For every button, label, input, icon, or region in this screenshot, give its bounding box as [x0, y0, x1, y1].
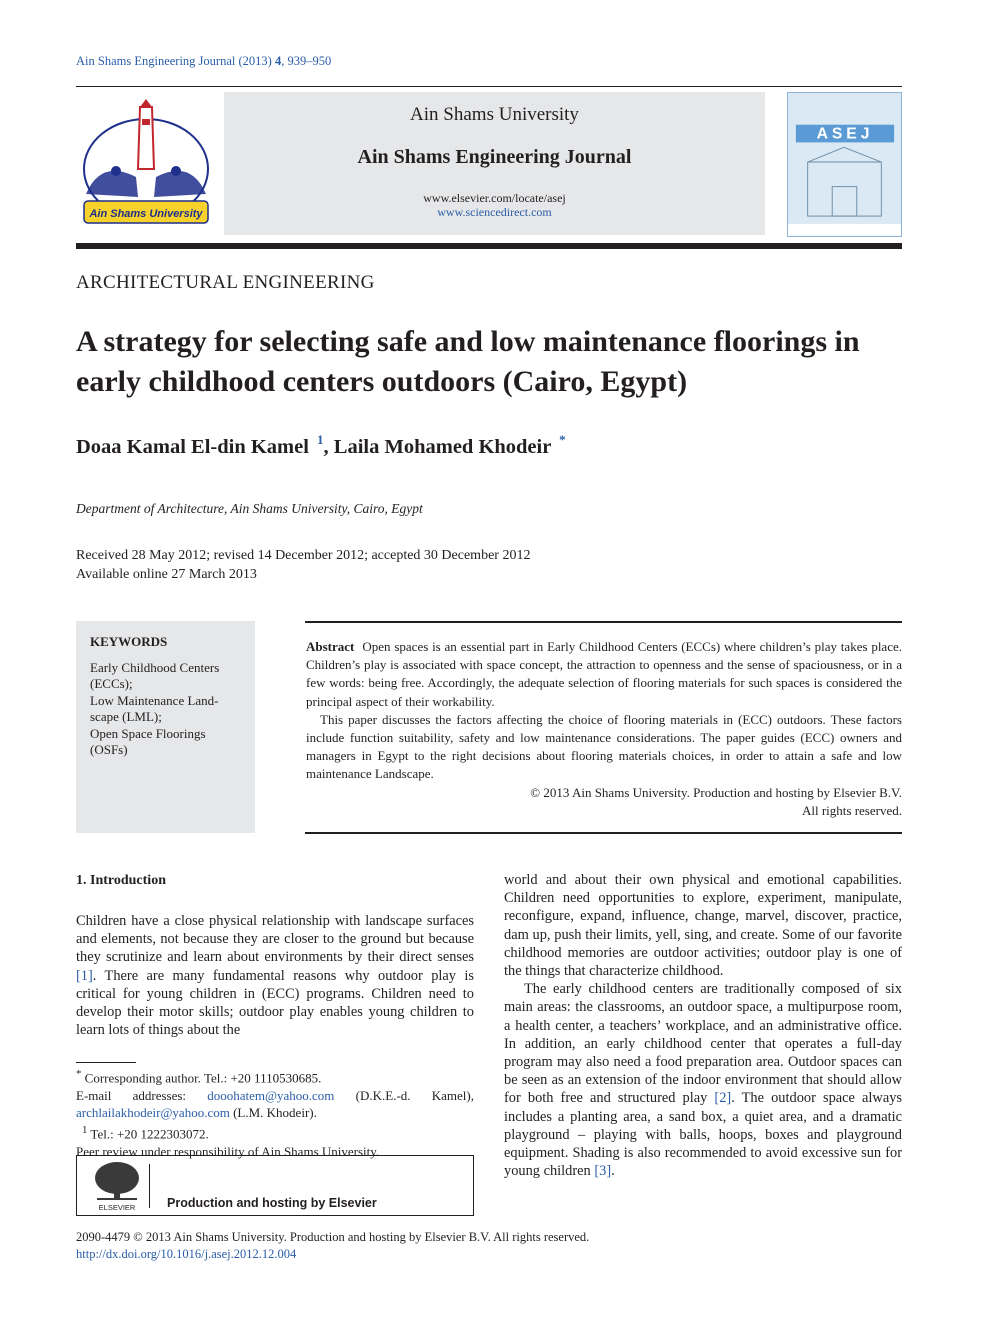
journal-homepage-link[interactable]: www.elsevier.com/locate/asej [423, 191, 566, 205]
telephone-note: $^1$ Tel.: +20 1222303072. [82, 1123, 209, 1142]
author-separator: , [323, 436, 329, 458]
section-label: ARCHITECTURAL ENGINEERING [76, 272, 375, 293]
journal-reference[interactable] [76, 54, 331, 69]
intro-paragraph-1: Children have a close physical relationship with landscape surfaces and elements, not because they are closer to the ground but because they scrutinize and learn about environments by their direct senses [1]. There are many fundamental reasons why outdoor play is critical for young children in (ECC) programs. Children need to develop their motor skills; outdoor play enables young children to learn lots of things about the [76, 913, 474, 1039]
doi-link[interactable]: http://dx.doi.org/10.1016/j.asej.2012.12.004 [76, 1247, 297, 1261]
elsevier-label: ELSEVIER [98, 1203, 136, 1212]
author-2-footnote-mark[interactable]: * [559, 432, 566, 447]
elsevier-box [76, 1155, 474, 1216]
author-list [76, 432, 566, 459]
sciencedirect-link[interactable]: www.sciencedirect.com [437, 205, 552, 219]
university-logo [76, 99, 216, 229]
journal-header [224, 92, 765, 235]
footnotes [76, 1066, 474, 1160]
article-dates [76, 546, 530, 584]
citation-link-1[interactable]: [1] [76, 967, 93, 984]
keyword-item: Early Childhood Centers (ECCs); [90, 659, 220, 691]
cover-title: ASEJ [816, 125, 874, 143]
author-1-footnote-mark[interactable]: 1 [317, 432, 324, 447]
logo-text: Ain Shams University [89, 208, 203, 220]
header-university: Ain Shams University [410, 104, 579, 125]
journal-cover-image [787, 92, 902, 237]
journal-name: Ain Shams Engineering Journal [76, 54, 236, 68]
intro-paragraph-2: world and about their own physical and emotional capabilities. Children need opportunities to explore, experiment, manipulate, reconfigure, expand, influence, change, marvel, discover, practice, dam up, push their limits, yell, sing, and create. Some of our favorite childhood memories are outdoor activities; outdoor play is one of the things that characterize childhood. [504, 872, 902, 980]
journal-volume: 4 [274, 54, 282, 68]
header-rule-top [76, 86, 902, 87]
article-title: A strategy for selecting safe and low maintenance floorings in early childhood centers outdoors (Cairo, Egypt) [76, 325, 860, 398]
body-column-left [76, 912, 474, 1039]
abstract-heading: Abstract [306, 639, 355, 654]
header-journal-title: Ain Shams Engineering Journal [357, 146, 632, 168]
abstract [306, 638, 902, 820]
abstract-paragraph-1: Open spaces is an essential part in Early Childhood Centers (ECCs) where children’s play takes place. Children’s play is associated with space concept, the attraction to openness and the sense of spaciousness, or in a few words: being free. Accordingly, the adequate selection of flooring materials for such spaces is considered the principal aspect of their workability. [306, 639, 902, 709]
footnote-rule [76, 1062, 136, 1063]
keywords-box [76, 621, 255, 833]
corresponding-author-note: * Corresponding author. Tel.: +20 1110530685. [76, 1068, 322, 1086]
elsevier-tree-logo [87, 1160, 147, 1212]
issn-copyright: 2090-4479 © 2013 Ain Shams University. Production and hosting by Elsevier B.V. All rights reserved. [76, 1230, 590, 1244]
email-link-1[interactable]: dooohatem@yahoo.com [207, 1087, 335, 1103]
header-rule-bottom [76, 243, 902, 249]
keywords-title: KEYWORDS [90, 634, 168, 649]
email-link-2[interactable]: archlailakhodeir@yahoo.com [76, 1105, 230, 1121]
keyword-item: Low Maintenance Land-scape (LML); [90, 692, 219, 724]
abstract-paragraph-2: This paper discusses the factors affecting the choice of flooring materials in (ECC) outdoors. These factors include function suitability, safety and low maintenance considerations. The paper guides (ECC) owners and managers in Egypt to the right decisions about flooring materials choices, in order to attain a safe and low maintenance Landscape. [306, 711, 902, 782]
online-date: Available online 27 March 2013 [76, 567, 257, 582]
abstract-rights: All rights reserved. [801, 802, 902, 818]
received-dates: Received 28 May 2012; revised 14 December 2012; accepted 30 December 2012 [76, 548, 531, 563]
body-column-right [504, 871, 902, 1180]
journal-year: (2013) [238, 54, 272, 68]
elsevier-divider [149, 1164, 150, 1208]
abstract-rule-top [305, 621, 902, 623]
peer-review-note: Peer review under responsibility of Ain Shams University. [76, 1143, 380, 1159]
citation-link-2[interactable]: [2] [714, 1090, 732, 1107]
abstract-rule-bottom [305, 832, 902, 834]
email-note: E-mail addresses: dooohatem@yahoo.com (D.K.E.-d. Kamel), archlailakhodeir@yahoo.com (L.M. Khodeir). [76, 1087, 474, 1121]
author-1[interactable]: Doaa Kamal El-din Kamel [76, 436, 309, 458]
abstract-copyright: © 2013 Ain Shams University. Production and hosting by Elsevier B.V. [530, 784, 902, 800]
citation-link-3[interactable]: [3] [594, 1163, 612, 1180]
keyword-item: Open Space Floorings (OSFs) [90, 725, 206, 757]
elsevier-hosting-text: Production and hosting by Elsevier [167, 1196, 377, 1210]
author-2[interactable]: Laila Mohamed Khodeir [333, 436, 551, 458]
journal-pages: , 939–950 [281, 54, 332, 68]
introduction-heading: 1. Introduction [76, 873, 166, 888]
page-footer [76, 1229, 589, 1263]
intro-paragraph-3: The early childhood centers are traditionally composed of six main areas: the classrooms, an outdoor space, a multipurpose room, a health center, a teachers’ workplace, and an administrative office. In addition, an early childhood center that operates a full-day program may also need a food preparation area. Outdoor spaces can be seen as an extension of the indoor environment that should allow for both free and structured play [2]. The outdoor space always includes a planting area, a sand box, a quiet area, and a dramatic playground – playing with balls, hoops, boxes and playground equipment. Shading is also recommended to avoid excessive sun for young children [3]. [504, 981, 902, 1180]
affiliation: Department of Architecture, Ain Shams University, Cairo, Egypt [76, 501, 423, 516]
